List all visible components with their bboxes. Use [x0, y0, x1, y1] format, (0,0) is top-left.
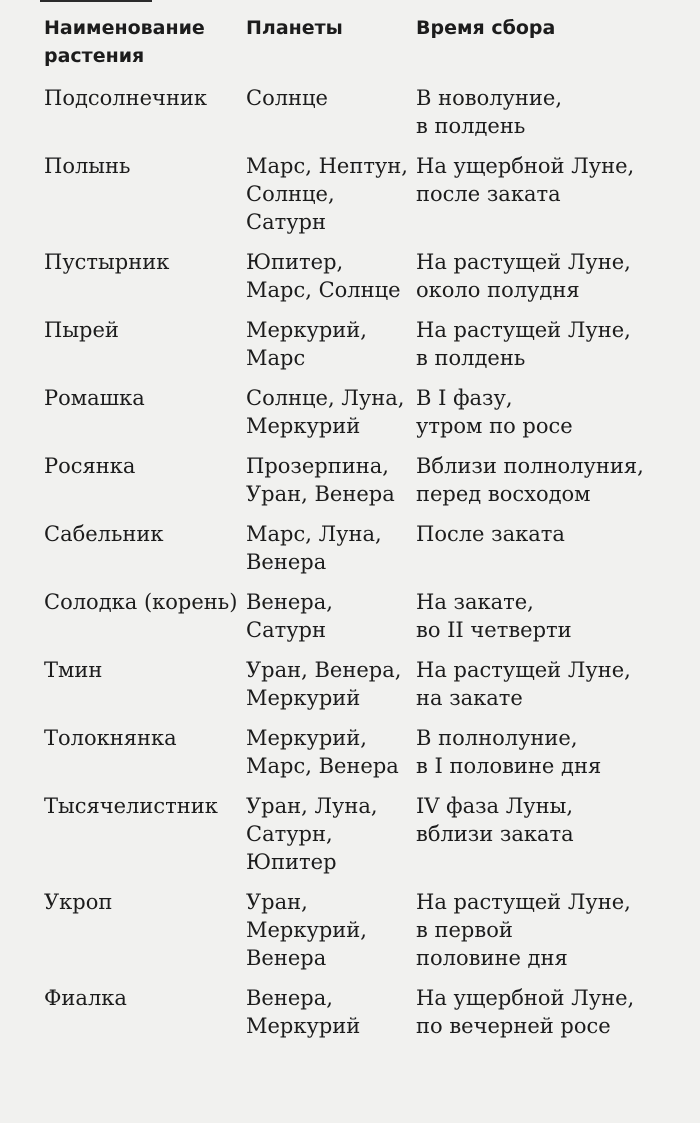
- plant-name: Подсолнечник: [44, 86, 208, 110]
- time-cell: На растущей Луне, в первой половине дня: [416, 890, 631, 970]
- planets-cell: Солнце: [246, 86, 328, 110]
- planets-cell: Прозерпина, Уран, Венера: [246, 454, 395, 506]
- time-cell: На растущей Луне, около полудня: [416, 250, 631, 302]
- plant-name: Толокнянка: [44, 726, 177, 750]
- time-cell: В полнолуние, в I половине дня: [416, 726, 602, 778]
- time-cell: В новолуние, в полдень: [416, 86, 563, 138]
- planets-cell: Уран, Венера, Меркурий: [246, 658, 402, 710]
- header-plant: Наименование растения: [44, 17, 205, 67]
- time-cell: На ущербной Луне, по вечерней росе: [416, 986, 635, 1038]
- table-row: [44, 384, 654, 452]
- plant-name: Тмин: [44, 658, 103, 682]
- planets-cell: Меркурий, Марс: [246, 318, 367, 370]
- table-row: [44, 588, 654, 656]
- table-row: [44, 152, 654, 248]
- time-cell: В I фазу, утром по росе: [416, 386, 573, 438]
- time-cell: На растущей Луне, на закате: [416, 658, 631, 710]
- table-row: [44, 316, 654, 384]
- plant-name: Пырей: [44, 318, 119, 342]
- planets-cell: Юпитер, Марс, Солнце: [246, 250, 401, 302]
- table-row: [44, 984, 654, 1052]
- table-row: [44, 656, 654, 724]
- table-row: [44, 452, 654, 520]
- time-cell: На закате, во II четверти: [416, 590, 572, 642]
- time-cell: После заката: [416, 522, 565, 546]
- header-time: Время сбора: [416, 17, 556, 39]
- table-row: [44, 248, 654, 316]
- plant-name: Фиалка: [44, 986, 127, 1010]
- planets-cell: Венера, Меркурий: [246, 986, 361, 1038]
- plant-name: Солодка (корень): [44, 590, 238, 614]
- plant-name: Тысячелистник: [44, 794, 218, 818]
- plant-name: Полынь: [44, 154, 131, 178]
- plant-name: Пустырник: [44, 250, 170, 274]
- header-row: [44, 14, 654, 84]
- table-row: [44, 84, 654, 152]
- time-cell: Вблизи полнолуния, перед восходом: [416, 454, 644, 506]
- planets-cell: Венера, Сатурн: [246, 590, 333, 642]
- plant-name: Ромашка: [44, 386, 145, 410]
- table-row: [44, 520, 654, 588]
- time-cell: На ущербной Луне, после заката: [416, 154, 635, 206]
- plant-name: Сабельник: [44, 522, 164, 546]
- planets-cell: Меркурий, Марс, Венера: [246, 726, 399, 778]
- table-row: [44, 792, 654, 888]
- plant-name: Укроп: [44, 890, 113, 914]
- planets-cell: Марс, Нептун, Солнце, Сатурн: [246, 154, 408, 234]
- table-row: [44, 724, 654, 792]
- plant-name: Росянка: [44, 454, 136, 478]
- table-row: [44, 888, 654, 984]
- planets-cell: Марс, Луна, Венера: [246, 522, 382, 574]
- planets-cell: Уран, Меркурий, Венера: [246, 890, 367, 970]
- planets-cell: Солнце, Луна, Меркурий: [246, 386, 405, 438]
- top-rule: [40, 0, 152, 2]
- time-cell: На растущей Луне, в полдень: [416, 318, 631, 370]
- header-planets: Планеты: [246, 17, 343, 39]
- plant-table: [44, 14, 654, 1052]
- time-cell: IV фаза Луны, вблизи заката: [416, 794, 574, 846]
- planets-cell: Уран, Луна, Сатурн, Юпитер: [246, 794, 378, 874]
